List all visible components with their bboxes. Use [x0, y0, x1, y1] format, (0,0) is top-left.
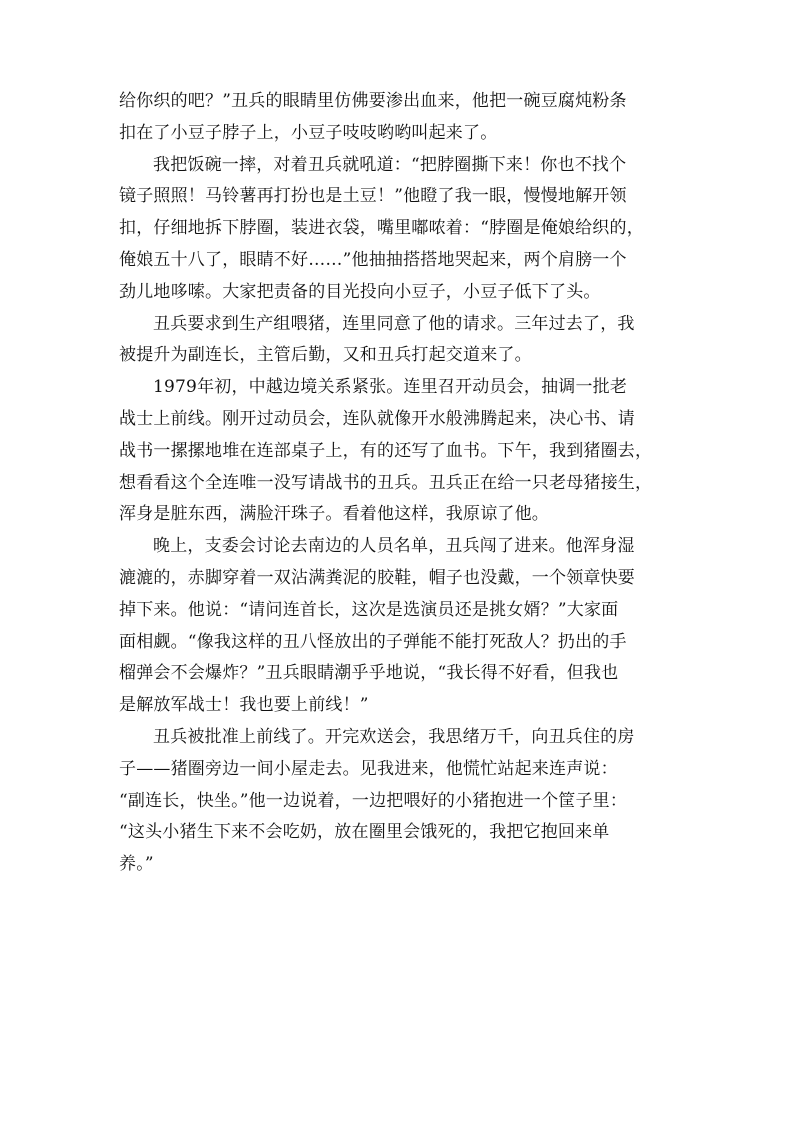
text-line: 扣，仔细地拆下脖圈，装进衣袋，嘴里嘟哝着：“脖圈是俺娘给织的，: [119, 218, 644, 239]
text-line: 俺娘五十八了，眼睛不好……”他抽抽搭搭地哭起来，两个肩膀一个: [119, 249, 627, 270]
text-line: 是解放军战士！我也要上前线！”: [119, 695, 369, 716]
text-line: 掉下来。他说：“请问连首长，这次是选演员还是挑女婿？”大家面: [119, 599, 619, 620]
text-line: 战士上前线。刚开过动员会，连队就像开水般沸腾起来，决心书、请: [119, 408, 635, 429]
text-line: 想看看这个全连唯一没写请战书的丑兵。丑兵正在给一只老母猪接生，: [119, 472, 653, 493]
text-line: 丑兵要求到生产组喂猪，连里同意了他的请求。三年过去了，我: [153, 313, 635, 334]
text-line: 榴弹会不会爆炸？”丑兵眼睛潮乎乎地说，“我长得不好看，但我也: [119, 663, 619, 684]
text-line: 子——猪圈旁边一间小屋走去。见我进来，他慌忙站起来连声说：: [119, 758, 618, 779]
story-text: [119, 86, 679, 881]
text-line: “副连长，快坐。”他一边说着，一边把喂好的小猪抱进一个筐子里：: [119, 790, 628, 811]
text-line: 战书一摞摞地堆在连部桌子上，有的还写了血书。下午，我到猪圈去，: [119, 440, 653, 461]
text-line: 给你织的吧？”丑兵的眼睛里仿佛要渗出血来，他把一碗豆腐炖粉条: [119, 91, 627, 111]
text-line: 扣在了小豆子脖子上，小豆子吱吱哟哟叫起来了。: [119, 122, 498, 143]
text-line: 劲儿地哆嗦。大家把责备的目光投向小豆子，小豆子低下了头。: [119, 281, 601, 302]
text-line: 晚上，支委会讨论去南边的人员名单，丑兵闯了进来。他浑身湿: [153, 536, 635, 557]
text-line: 1979年初，中越边境关系紧张。连里召开动员会，抽调一批老: [153, 377, 628, 398]
text-line: 丑兵被批准上前线了。开完欢送会，我思绪万千，向丑兵住的房: [153, 726, 635, 747]
text-line: 镜子照照！马铃薯再打扮也是土豆！”他瞪了我一眼，慢慢地解开领: [119, 186, 627, 207]
text-line: 被提升为副连长，主管后勤，又和丑兵打起交道来了。: [119, 345, 532, 366]
text-line: 浑身是脏东西，满脸汗珠子。看着他这样，我原谅了他。: [119, 504, 549, 525]
text-line: 养。”: [119, 854, 154, 875]
text-line: 漉漉的，赤脚穿着一双沾满粪泥的胶鞋，帽子也没戴，一个领章快要: [119, 567, 635, 588]
text-line: 面相觑。“像我这样的丑八怪放出的子弹能不能打死敌人？扔出的手: [119, 631, 627, 652]
text-line: “这头小猪生下来不会吃奶，放在圈里会饿死的，我把它抱回来单: [119, 822, 610, 843]
text-line: 我把饭碗一摔，对着丑兵就吼道：“把脖圈撕下来！你也不找个: [153, 154, 627, 175]
